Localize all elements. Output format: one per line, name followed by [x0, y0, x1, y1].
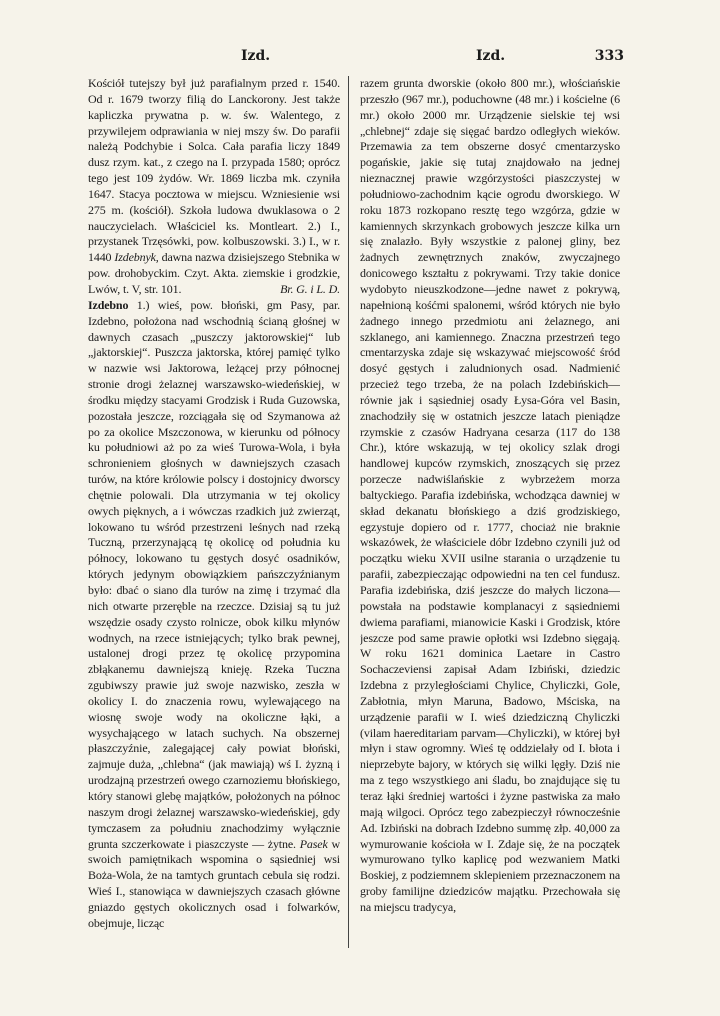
entry-text: 1.) wieś, pow. błoński, gm Pasy, par. Izdebno, położona nad wschodnią ścianą głośnej w dawnych czasach „puszczy jaktorowskiej“ lub „jaktorskiej“. Puszcza jaktorska, której pamięć tylko w nazwie wsi Jaktorowa, leżącej przy północnej stronie drogi żelaznej warszawsko-wiedeńskiej, w środku między stacyami Grodzisk i Ruda Guzowska, pozostała jeszcze, rozciągała się od Szymanowa aż po za okolice Mszczonowa, w kierunku od północy ku południowi aż po za wieś Turowa-Wola, i była schronieniem głośnych w dawniejszych czasach turów, na które królowie polscy i dostojnicy dworscy chętnie polowali. Dla utrzymania w tej okolicy owych pięknych, a i wówczas rzadkich już zwierząt, lokowano tu wśród przestrzeni leśnych nad rzeką Tuczną, przerzynającą tę okolicę od południa ku północy, lokowano tu gęstych dosyć osadników, których jedynym obowiązkiem pańszczyźnianym było: dbać o siano dla turów na zimę i trzymać dla nich otwarte przeręble na rzeczce. Dzisiaj są tu już wszędzie osady czysto rolnicze, obok kilku młynów wodnych, na rzece istniejących; tylko brak pewnej, ustalonej drogi przez tę okolicę przypomina zbłąkanemu dawniejszą knieję. Rzeka Tuczna zgubiwszy prawie już swoje nazwisko, zeszła w okolicy I. do znaczenia rowu, wylewającego na wiosnę swoje wody na okoliczne łąki, a wysychającego w latach suchych. Na obszernej płaszczyźnie, zalegającej cały powiat błoński, zajmuje duża, „chlebna“ (jak mawiają) wś I. żyzną i urodzajną przestrzeń owego czarnoziemu błońskiego, który stanowi glebę majątków, położonych na północ naszym drogi żelaznej warszawsko-wiedeńskiej, gdy tymczasem za południu znachodzimy wyłącznie grunta szczerkowate i piaszczyste — żytne.: [88, 297, 340, 851]
paragraph-continuation: [88, 76, 340, 298]
header-left-title: Izd.: [241, 48, 271, 64]
italic-term: Izdebnyk,: [114, 250, 159, 265]
author-signature: Br. G. i L. D.: [280, 281, 340, 296]
paragraph-text: Kościół tutejszy był już parafialnym przed r. 1540. Od r. 1679 tworzy filią do Lanckorony. Jest także kapliczka prywatna p. w. św. Walentego, z przywilejem odprawiania w niej mszy św. Do parafii należą Podchybie i Solca. Cała parafia liczy 1849 dusz rzym. kat., z czego na I. przypada 1580; oprócz tego jest 109 żydów. Wr. 1869 liczba mk. czyniła 1647. Stacya pocztowa w miejscu. Wzniesienie wsi 275 m. (kościół). Szkoła ludowa dwuklasowa o 2 nauczycielach. Właściciel ks. Montleart. 2.) I., przystanek Trzęsówki, pow. kolbuszowski. 3.) I., w r. 1440: [88, 76, 340, 265]
left-column: [88, 76, 340, 956]
entry-text: w swoich pamiętnikach wspomina o sąsiedniej wsi Boża-Wola, że na tamtych gruntach cebula się rodzi. Wieś I., stanowiąca w dawniejszych czasach główne gniazdo gęstych okolicznych osad i folwarków, obejmuje, licząc: [88, 836, 340, 930]
italic-term: Pasek: [299, 836, 328, 851]
header-center-title: Izd.: [476, 48, 506, 64]
entry-headword: Izdebno: [88, 297, 129, 312]
page-number: 333: [594, 48, 624, 64]
paragraph-continuation: [360, 76, 620, 916]
dictionary-entry: [88, 298, 340, 932]
paragraph-text: dawna nazwa dzisiejszego Stebnika w pow. drohobyckim. Czyt. Akta. ziemskie i grodzkie, Lwów, t. V, str. 101.: [88, 250, 340, 296]
right-column: [360, 76, 620, 956]
entry-text: razem grunta dworskie (około 800 mr.), włościańskie przeszło (967 mr.), poduchowne (48 mr.) i kościelne (6 mr.) około 2000 mr. Urządzenie sielskie tej wsi „chlebnej“ zdaje się sięgać bardzo odległych wieków. Przemawia za tem obszerne dosyć cmentarzysko pogańskie, jakie się tutaj znajdowało na jednej nieznacznej prawie wzgórzystości piaszczystej w południowo-zachodnim kącie ogrodu dworskiego. W roku 1873 rozkopano resztę tego wzgórza, gdzie w kamiennych skrzynkach grobowych jeszcze kilka urn się znalazło. Były wszystkie z palonej gliny, bez żadnych zewnętrznych znaków, zwyczajnego donicowego kształtu z pokrywami. Trzy takie donice wydobyto nieuszkodzone—jedne nawet z pokrywą, napełnioną kośćmi spalonemi, wśród których nie było żadnego innego przedmiotu ani żelaznego, ani szklanego, ani kamiennego. Znaczna przestrzeń tego cmentarzyska zdaje się wskazywać miejscowość śród dosyć gęstych i zaludnionych osad. Nadmienić przecież tego trzeba, że na polach Izdebińskich—równie jak i sąsiedniej osady Łysa-Góra vel Basin, znachodziły się w ostatnich jeszcze latach pieniądze rzymskie z czasów Hadryana cesarza (117 do 138 Chr.), które wskazują, w tej okolicy szlak drogi handlowej kupców rzymskich, znoszących się przez porzecze nadwiślańskie z wybrzeżem morza baltyckiego. Parafia izdebińska, wchodząca dawniej w skład dekanatu błońskiego a dziś grodziskiego, egzystuje dopiero od r. 1777, chociaż nie braknie wskazówek, że właściciele dóbr Izdebno czynili już od początku wieku XVII usilne starania o urządzenie tu parafii, zabezpieczając odpowiedni na ten cel fundusz. Parafia izdebińska, dziś jeszcze do małych liczona—powstała na podstawie komplanacyi z sąsiedniemi dwiema parafiami, mianowicie Kaski i Grodzisk, które jeszcze pod same prawie opłotki wsi Izdebno sięgają. W roku 1621 dominica Laetare in Castro Sochaczeviensi zapisał Adam Izbiński, dziedzic Izdebna z przyległościami Chylice, Chyliczki, Gole, Zabłotnia, młyn Maruna, Badowo, Mściska, na urządzenie parafii w I. wieś dziedziczną Chyliczki (vilam haereditariam parvam—Chyliczki), w której był młyn i staw ogromny. Wieś tę oddzielały od I. błota i nieprzebyte bajory, w których się wilki lęgły. Dziś nie ma z tego wszystkiego ani śladu, bo znajdujące się tu teraz łąki średniej wartości i żyzne pastwiska za mało mają wilgoci. Oprócz tego zabezpieczył równocześnie Ad. Izbiński na dobrach Izdebno summę złp. 40,000 za wymurowanie kościoła w I. Zdaje się, że na początek wymurowano tylko kaplicę pod wezwaniem Matki Boskiej, z podziemnem sklepieniem przeznaczonem na groby familijne dziedziców majątku. Przechowała się na miejscu tradycya,: [360, 76, 620, 914]
running-header: [76, 48, 624, 70]
column-divider: [348, 76, 349, 948]
